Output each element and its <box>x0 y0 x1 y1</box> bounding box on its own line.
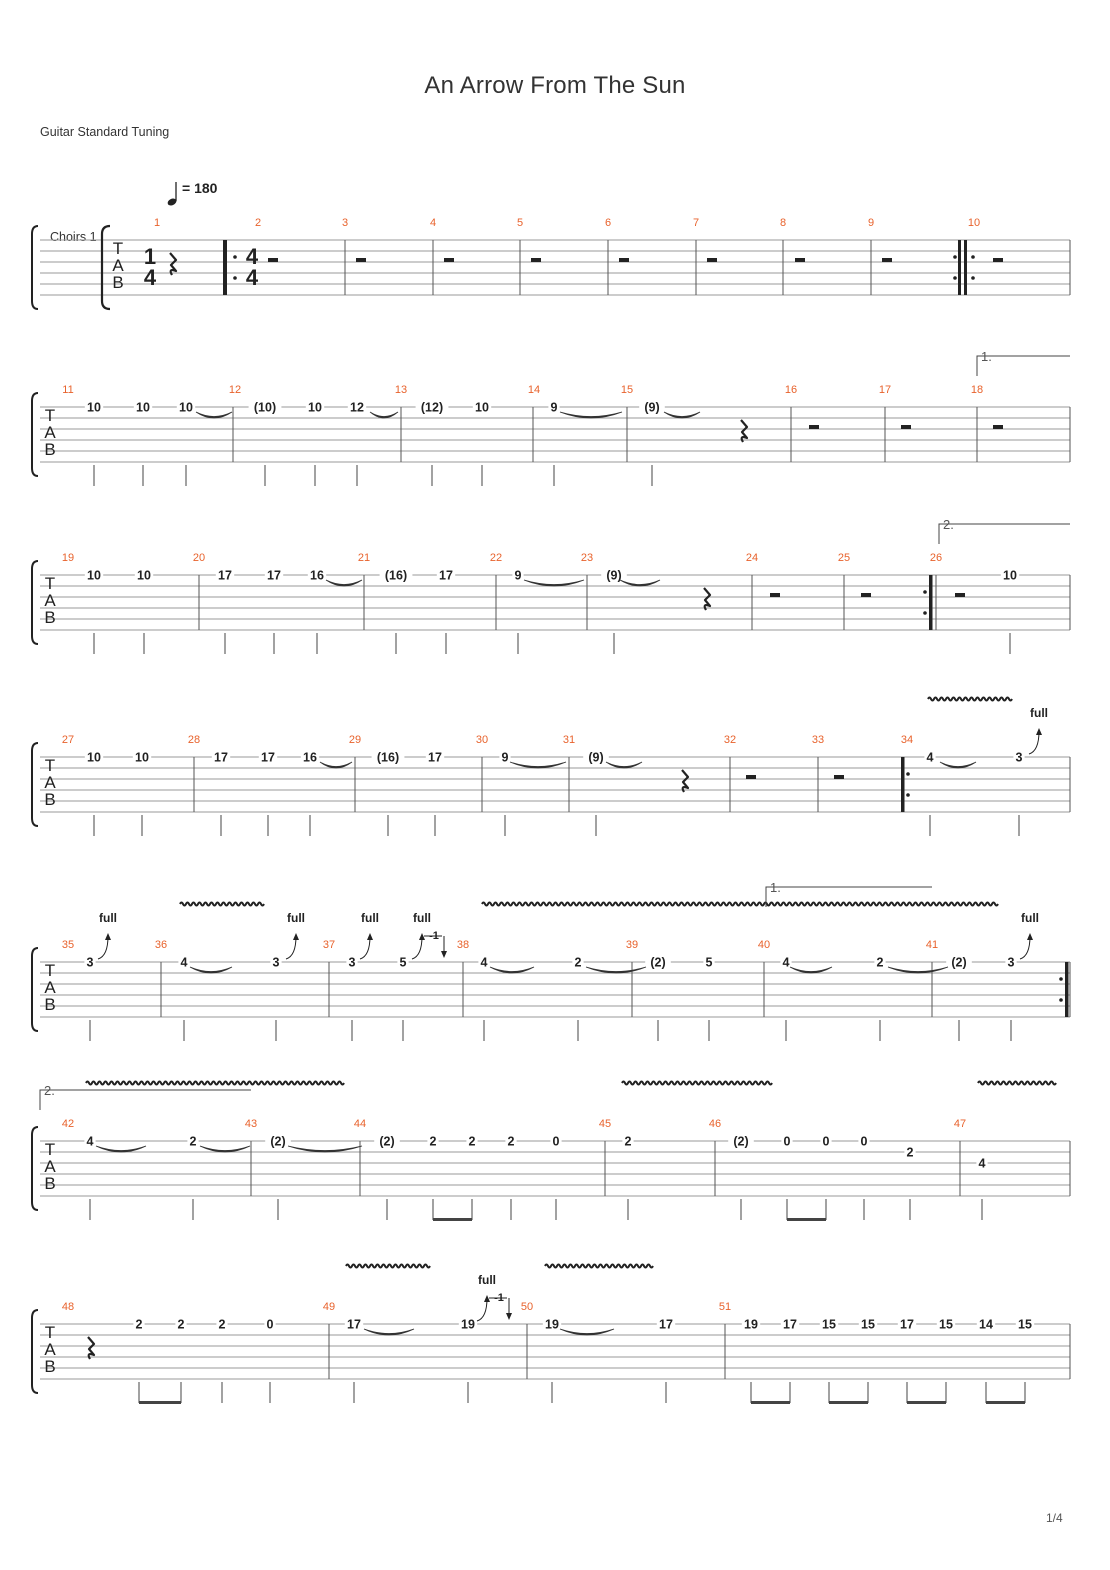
system-bracket <box>32 1310 38 1393</box>
volta-bracket <box>40 1090 251 1110</box>
page-number: 1/4 <box>1046 1511 1063 1525</box>
measure-number: 31 <box>562 734 576 746</box>
tab-clef-letter: T <box>44 756 56 775</box>
measure-number: 29 <box>348 734 362 746</box>
measure-number: 12 <box>228 384 242 396</box>
repeat-dot <box>953 276 957 280</box>
bend-label: full <box>287 911 305 925</box>
tie <box>200 1146 250 1152</box>
release-arrow <box>441 951 447 958</box>
release-label: -1 <box>429 930 439 942</box>
fret-number: 9 <box>514 568 522 583</box>
bend-label: full <box>361 911 379 925</box>
fret-number: 10 <box>137 568 151 583</box>
fret-number: 10 <box>308 400 322 415</box>
measure-number: 39 <box>625 939 639 951</box>
fret-number: 2 <box>177 1317 185 1332</box>
tab-clef-letter: B <box>44 608 56 627</box>
measure-number: 4 <box>429 217 437 229</box>
tab-clef-letter: B <box>112 273 124 292</box>
fret-number: 2 <box>189 1134 197 1149</box>
fret-number: 17 <box>261 750 275 765</box>
tab-clef-letter: A <box>44 1340 56 1359</box>
tab-clef-letter: T <box>112 239 124 258</box>
system-bracket <box>32 393 38 476</box>
measure-number: 7 <box>692 217 700 229</box>
fret-number: 15 <box>939 1317 953 1332</box>
tie <box>288 1146 362 1152</box>
half-rest <box>268 258 278 262</box>
double-barline <box>223 240 227 295</box>
beam <box>787 1218 826 1221</box>
tie <box>664 412 700 418</box>
bend-arrow <box>367 933 373 940</box>
fret-number: 17 <box>428 750 442 765</box>
measure-number: 34 <box>900 734 914 746</box>
tie <box>888 967 948 973</box>
fret-number: 3 <box>86 955 94 970</box>
volta-bracket <box>939 524 1070 544</box>
fret-number: 17 <box>900 1317 914 1332</box>
release-label: -1 <box>494 1292 504 1304</box>
measure-number: 23 <box>580 552 594 564</box>
half-rest <box>444 258 454 262</box>
half-rest <box>901 425 911 429</box>
fret-number: 10 <box>136 400 150 415</box>
volta-label: 1. <box>770 880 781 895</box>
measure-number: 5 <box>516 217 524 229</box>
fret-number: 2 <box>468 1134 476 1149</box>
tie <box>96 1146 146 1152</box>
bend-label: full <box>99 911 117 925</box>
measure-number: 28 <box>187 734 201 746</box>
fret-number: 9 <box>550 400 558 415</box>
tab-clef-letter: T <box>44 1140 56 1159</box>
measure-number: 10 <box>967 217 981 229</box>
repeat-dot <box>923 590 927 594</box>
measure-number: 24 <box>745 552 759 564</box>
fret-number: 2 <box>218 1317 226 1332</box>
measure-number: 17 <box>878 384 892 396</box>
repeat-dot <box>906 772 910 776</box>
half-rest <box>882 258 892 262</box>
fret-number: 4 <box>782 955 790 970</box>
fret-number: 10 <box>1003 568 1017 583</box>
half-rest <box>746 775 756 779</box>
quarter-rest <box>682 770 688 792</box>
time-signature-denominator: 4 <box>143 265 157 290</box>
tab-clef-letter: T <box>44 406 56 425</box>
tempo-text: = 180 <box>182 180 218 196</box>
measure-number: 3 <box>341 217 349 229</box>
tab-clef-letter: T <box>44 961 56 980</box>
fret-number: 17 <box>214 750 228 765</box>
vibrato-mark <box>928 698 1012 701</box>
repeat-dot <box>953 255 957 259</box>
fret-number: 9 <box>501 750 509 765</box>
bend-label: full <box>478 1273 496 1287</box>
staff-system <box>32 552 1070 654</box>
repeat-dot <box>233 255 237 259</box>
half-rest <box>861 593 871 597</box>
measure-number: 43 <box>244 1118 258 1130</box>
vibrato-mark <box>346 1265 430 1268</box>
measure-number: 26 <box>929 552 943 564</box>
measure-number: 9 <box>867 217 875 229</box>
fret-number: 3 <box>1007 955 1015 970</box>
repeat-barline <box>929 575 933 630</box>
bend-label: full <box>1021 911 1039 925</box>
fret-number: 0 <box>860 1134 868 1149</box>
fret-number: (2) <box>650 955 666 970</box>
fret-number: 15 <box>861 1317 875 1332</box>
fret-number: 14 <box>979 1317 993 1332</box>
bend-arrow <box>1027 933 1033 940</box>
repeat-dot <box>906 793 910 797</box>
fret-number: 16 <box>310 568 324 583</box>
fret-number: 4 <box>480 955 488 970</box>
tie <box>320 762 352 768</box>
measure-number: 35 <box>61 939 75 951</box>
fret-number: (9) <box>644 400 660 415</box>
fret-number: 19 <box>461 1317 475 1332</box>
vibrato-mark <box>180 903 264 906</box>
volta-label: 2. <box>44 1083 55 1098</box>
fret-number: (2) <box>379 1134 395 1149</box>
measure-number: 40 <box>757 939 771 951</box>
measure-number: 41 <box>925 939 939 951</box>
tab-clef-letter: A <box>112 256 124 275</box>
tie <box>790 967 832 973</box>
half-rest <box>834 775 844 779</box>
fret-number: 3 <box>348 955 356 970</box>
fret-number: (10) <box>253 400 277 415</box>
half-rest <box>356 258 366 262</box>
fret-number: 2 <box>507 1134 515 1149</box>
measure-number: 38 <box>456 939 470 951</box>
tie <box>510 762 566 768</box>
measure-number: 36 <box>154 939 168 951</box>
fret-number: 15 <box>822 1317 836 1332</box>
tab-clef-letter: A <box>44 978 56 997</box>
measure-number: 15 <box>620 384 634 396</box>
tab-clef-letter: B <box>44 440 56 459</box>
staff-system <box>32 217 1070 309</box>
half-rest <box>809 425 819 429</box>
time-signature-numerator: 1 <box>143 244 157 269</box>
tie <box>364 1329 414 1335</box>
bend-label: full <box>1030 706 1048 720</box>
system-bracket <box>32 948 38 1031</box>
tab-clef-letter: B <box>44 1357 56 1376</box>
quarter-rest <box>741 420 747 442</box>
tab-clef-letter: A <box>44 423 56 442</box>
measure-number: 42 <box>61 1118 75 1130</box>
fret-number: 17 <box>783 1317 797 1332</box>
time-signature-numerator: 4 <box>245 244 259 269</box>
tab-clef-letter: T <box>44 574 56 593</box>
bend-arrow <box>105 933 111 940</box>
fret-number: 4 <box>180 955 188 970</box>
fret-number: (2) <box>270 1134 286 1149</box>
system-bracket <box>32 743 38 826</box>
beam <box>751 1401 790 1404</box>
measure-number: 46 <box>708 1118 722 1130</box>
measure-number: 47 <box>953 1118 967 1130</box>
half-rest <box>531 258 541 262</box>
tie <box>490 967 534 973</box>
fret-number: 12 <box>350 400 364 415</box>
fret-number: 4 <box>926 750 934 765</box>
tempo-marking <box>166 180 217 207</box>
double-barline <box>964 240 967 295</box>
repeat-dot <box>1059 977 1063 981</box>
quarter-rest <box>88 1337 94 1359</box>
measure-number: 30 <box>475 734 489 746</box>
measure-number: 37 <box>322 939 336 951</box>
fret-number: 3 <box>1015 750 1023 765</box>
tab-clef-letter: B <box>44 995 56 1014</box>
staff-system <box>32 384 1070 486</box>
beam <box>829 1401 868 1404</box>
fret-number: 2 <box>876 955 884 970</box>
fret-number: 10 <box>475 400 489 415</box>
score-title: An Arrow From The Sun <box>424 72 686 99</box>
fret-number: 0 <box>783 1134 791 1149</box>
half-rest <box>619 258 629 262</box>
tie <box>560 412 622 418</box>
half-rest <box>707 258 717 262</box>
half-rest <box>993 258 1003 262</box>
staff-system <box>32 734 1070 836</box>
fret-number: 4 <box>86 1134 94 1149</box>
repeat-dot <box>1059 998 1063 1002</box>
double-barline <box>958 240 961 295</box>
fret-number: 17 <box>439 568 453 583</box>
quarter-rest <box>704 588 710 610</box>
tab-clef-letter: A <box>44 591 56 610</box>
tie <box>190 967 232 973</box>
beam <box>433 1218 472 1221</box>
fret-number: 17 <box>659 1317 673 1332</box>
tie <box>196 412 232 418</box>
half-rest <box>993 425 1003 429</box>
repeat-barline <box>1065 962 1069 1017</box>
half-rest <box>955 593 965 597</box>
volta-label: 1. <box>981 349 992 364</box>
tab-clef-letter: T <box>44 1323 56 1342</box>
measure-number: 21 <box>357 552 371 564</box>
beam <box>139 1401 181 1404</box>
vibrato-mark <box>482 903 998 906</box>
repeat-dot <box>971 255 975 259</box>
measure-number: 48 <box>61 1301 75 1313</box>
fret-number: 19 <box>744 1317 758 1332</box>
measure-number: 45 <box>598 1118 612 1130</box>
fret-number: 17 <box>218 568 232 583</box>
system-bracket <box>32 226 38 309</box>
staff-system <box>32 1301 1070 1403</box>
fret-number: 10 <box>135 750 149 765</box>
measure-number: 50 <box>520 1301 534 1313</box>
quarter-rest <box>170 253 176 275</box>
staff-system <box>32 1118 1070 1220</box>
tie <box>606 762 642 768</box>
beam <box>986 1401 1025 1404</box>
tuning-label: Guitar Standard Tuning <box>40 125 170 139</box>
measure-number: 6 <box>604 217 612 229</box>
fret-number: 4 <box>978 1156 986 1171</box>
fret-number: 17 <box>347 1317 361 1332</box>
fret-number: 5 <box>399 955 407 970</box>
fret-number: 15 <box>1018 1317 1032 1332</box>
measure-number: 19 <box>61 552 75 564</box>
release-arrow <box>506 1313 512 1320</box>
fret-number: 2 <box>429 1134 437 1149</box>
measure-number: 49 <box>322 1301 336 1313</box>
fret-number: 0 <box>552 1134 560 1149</box>
tab-clef-letter: B <box>44 790 56 809</box>
fret-number: 10 <box>87 568 101 583</box>
fret-number: 10 <box>87 750 101 765</box>
tie <box>560 1329 614 1335</box>
bend-label: full <box>413 911 431 925</box>
measure-number: 2 <box>254 217 262 229</box>
tab-clef-letter: A <box>44 1157 56 1176</box>
fret-number: 5 <box>705 955 713 970</box>
fret-number: (2) <box>733 1134 749 1149</box>
fret-number: 3 <box>272 955 280 970</box>
fret-number: 2 <box>135 1317 143 1332</box>
measure-number: 16 <box>784 384 798 396</box>
fret-number: 17 <box>267 568 281 583</box>
tie <box>586 967 646 973</box>
repeat-dot <box>233 276 237 280</box>
volta-label: 2. <box>943 517 954 532</box>
fret-number: (16) <box>384 568 408 583</box>
vibrato-mark <box>978 1082 1056 1085</box>
tab-clef-letter: A <box>44 773 56 792</box>
measure-number: 32 <box>723 734 737 746</box>
time-signature-denominator: 4 <box>245 265 259 290</box>
staff-system <box>32 939 1070 1041</box>
fret-number: 2 <box>906 1145 914 1160</box>
tab-clef-letter: B <box>44 1174 56 1193</box>
repeat-dot <box>971 276 975 280</box>
measure-number: 18 <box>970 384 984 396</box>
fret-number: 0 <box>266 1317 274 1332</box>
measure-number: 14 <box>527 384 541 396</box>
track-name: Choirs 1 <box>50 230 97 244</box>
vibrato-mark <box>622 1082 772 1085</box>
tie <box>326 580 362 586</box>
measure-number: 1 <box>153 217 161 229</box>
vibrato-mark <box>545 1265 653 1268</box>
measure-number: 27 <box>61 734 75 746</box>
system-bracket <box>102 226 110 309</box>
bend-arrow <box>1036 728 1042 735</box>
tie <box>940 762 976 768</box>
tie <box>370 412 398 418</box>
beam <box>907 1401 946 1404</box>
measure-number: 33 <box>811 734 825 746</box>
measure-number: 11 <box>62 384 74 396</box>
half-rest <box>770 593 780 597</box>
vibrato-mark <box>86 1082 344 1085</box>
fret-number: 10 <box>87 400 101 415</box>
half-rest <box>795 258 805 262</box>
measure-number: 8 <box>779 217 787 229</box>
measure-number: 13 <box>394 384 408 396</box>
measure-number: 25 <box>837 552 851 564</box>
tie <box>524 580 584 586</box>
fret-number: 10 <box>179 400 193 415</box>
fret-number: 0 <box>822 1134 830 1149</box>
fret-number: 19 <box>545 1317 559 1332</box>
system-bracket <box>32 1127 38 1210</box>
measure-number: 51 <box>718 1301 732 1313</box>
repeat-barline <box>901 757 905 812</box>
fret-number: (16) <box>376 750 400 765</box>
fret-number: (12) <box>420 400 444 415</box>
fret-number: 2 <box>574 955 582 970</box>
fret-number: (9) <box>588 750 604 765</box>
measure-number: 44 <box>353 1118 367 1130</box>
fret-number: 2 <box>624 1134 632 1149</box>
fret-number: (9) <box>606 568 622 583</box>
fret-number: (2) <box>951 955 967 970</box>
system-bracket <box>32 561 38 644</box>
bend-arrow <box>293 933 299 940</box>
measure-number: 22 <box>489 552 503 564</box>
measure-number: 20 <box>192 552 206 564</box>
repeat-dot <box>923 611 927 615</box>
fret-number: 16 <box>303 750 317 765</box>
